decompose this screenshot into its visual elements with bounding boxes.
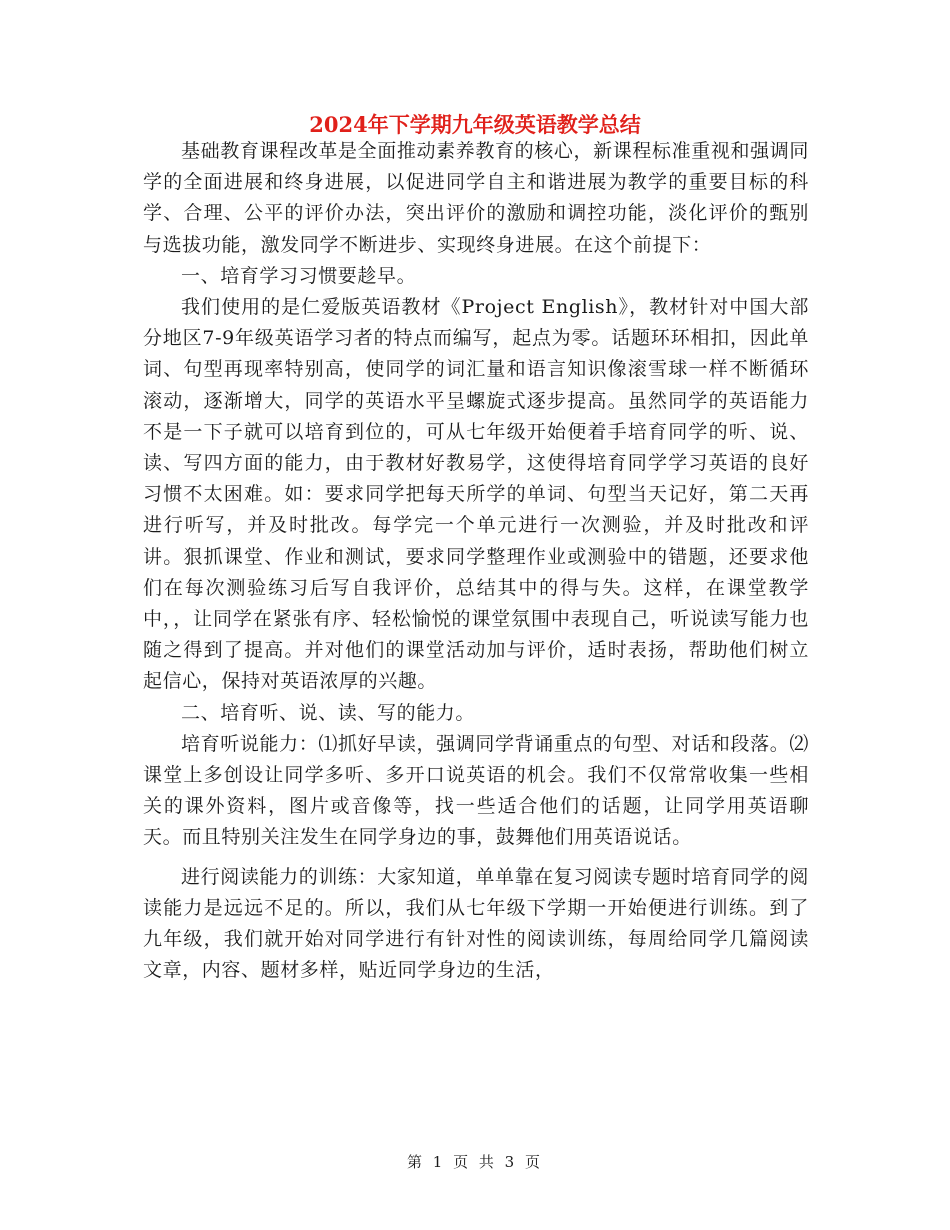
paragraph-listening-speaking: 培育听说能力：⑴抓好早读，强调同学背诵重点的句型、对话和段落。⑵课堂上多创设让同学多听、多开口说英语的机会。我们不仅常常收集一些相关的课外资料，图片或音像等，找一些适合他们的话题，让同学用英语聊天。而且特别关注发生在同学身边的事，鼓舞他们用英语说话。 xyxy=(143,732,809,849)
document-body xyxy=(143,136,809,986)
paragraph-textbook: 我们使用的是仁爱版英语教材《Project English》，教材针对中国大部分地区7-9年级英语学习者的特点而编写，起点为零。话题环环相扣，因此单词、句型再现率特别高，使同学的词汇量和语言知识像滚雪球一样不断循环滚动，逐渐增大，同学的英语水平呈螺旋式逐步提高。虽然同学的英语能力不是一下子就可以培育到位的，可从七年级开始便着手培育同学的听、说、读、写四方面的能力，由于教材好教易学，这使得培育同学学习英语的良好习惯不太困难。如：要求同学把每天所学的单词、句型当天记好，第二天再进行听写，并及时批改。每学完一个单元进行一次测验，并及时批改和评讲。狠抓课堂、作业和测试，要求同学整理作业或测验中的错题，还要求他们在每次测验练习后写自我评价，总结其中的得与失。这样，在课堂教学中，，让同学在紧张有序、轻松愉悦的课堂氛围中表现自己，听说读写能力也随之得到了提高。并对他们的课堂活动加与评价，适时表扬，帮助他们树立起信心，保持对英语浓厚的兴趣。 xyxy=(143,296,809,693)
paragraph-reading: 进行阅读能力的训练：大家知道，单单靠在复习阅读专题时培育同学的阅读能力是远远不足的。所以，我们从七年级下学期一开始便进行训练。到了九年级，我们就开始对同学进行有针对性的阅读训练，每周给同学几篇阅读文章，内容、题材多样，贴近同学身边的生活， xyxy=(143,865,809,982)
page-footer: 第 1 页 共 3 页 xyxy=(407,1153,543,1171)
section-heading-2: 二、培育听、说、读、写的能力。 xyxy=(181,701,476,724)
paragraph-intro: 基础教育课程改革是全面推动素养教育的核心，新课程标准重视和强调同学的全面进展和终身进展，以促进同学自主和谐进展为教学的重要目标的科学、合理、公平的评价办法，突出评价的激励和调控功能，淡化评价的甄别与选拔功能，激发同学不断进步、实现终身进展。在这个前提下： xyxy=(143,140,809,256)
section-heading-1: 一、培育学习习惯要趁早。 xyxy=(181,264,417,287)
document-title: 2024年下学期九年级英语教学总结 xyxy=(309,112,641,137)
